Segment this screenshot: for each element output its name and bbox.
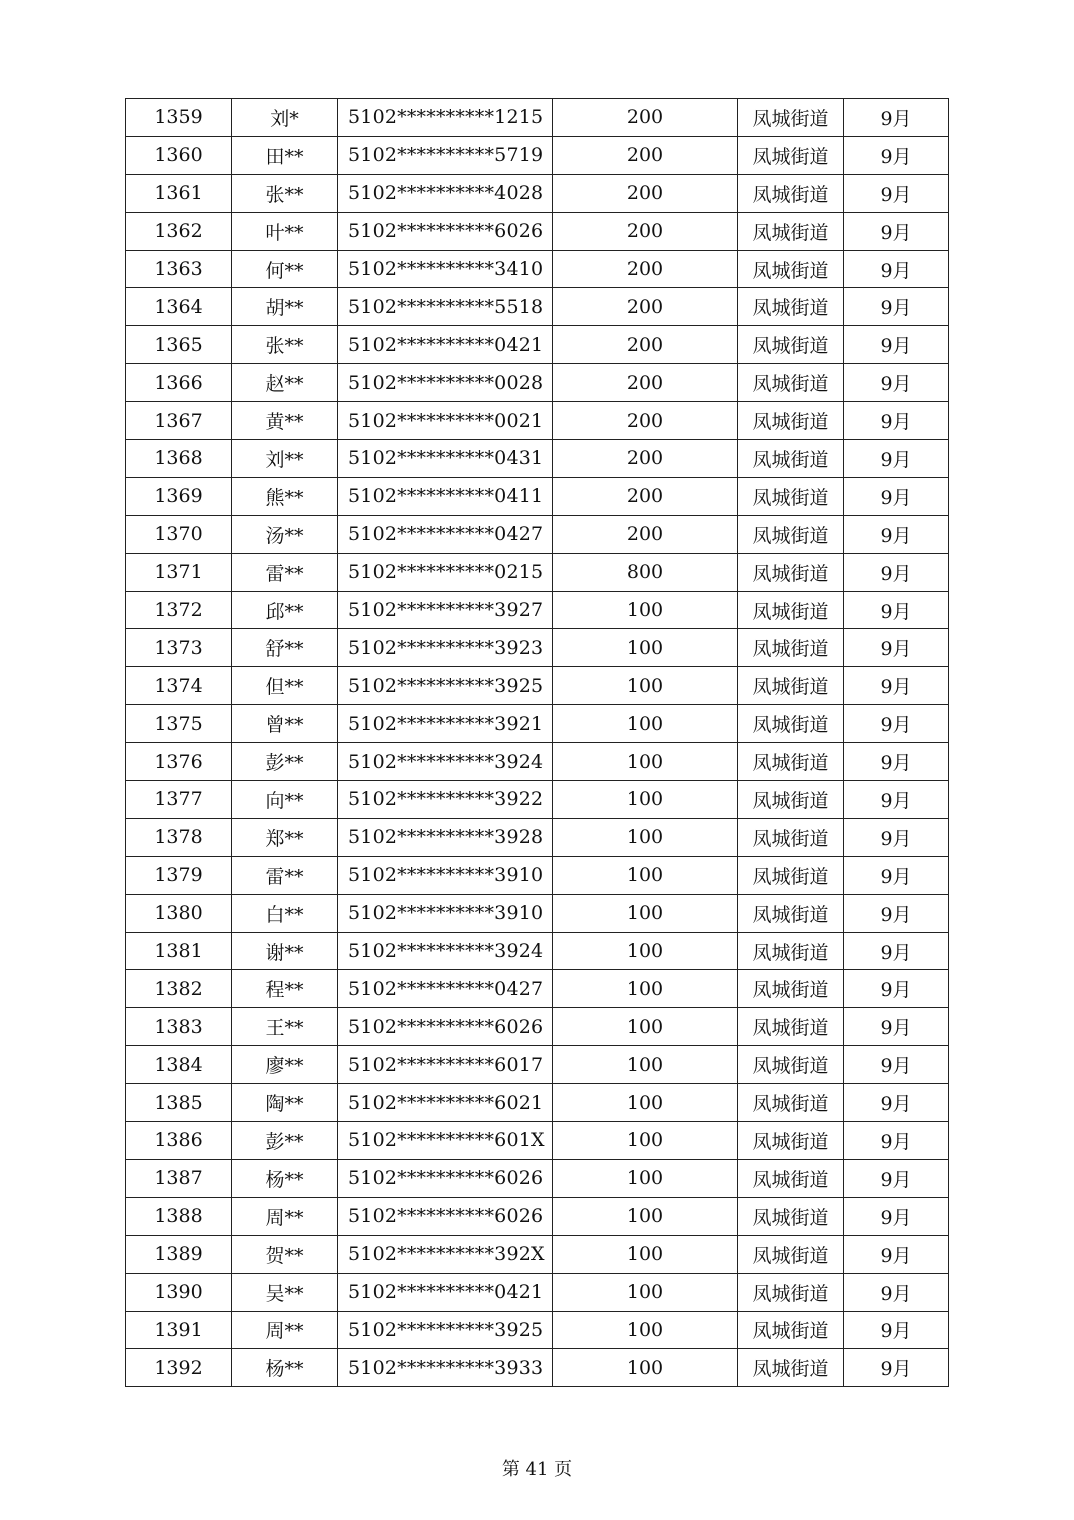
row-number-cell: 1360 xyxy=(126,136,232,174)
month-cell: 9月 xyxy=(844,1008,949,1046)
month-cell: 9月 xyxy=(844,1084,949,1122)
name-cell: 陶** xyxy=(232,1084,338,1122)
row-number-cell: 1370 xyxy=(126,515,232,553)
name-cell: 向** xyxy=(232,781,338,819)
street-cell: 凤城街道 xyxy=(738,212,844,250)
month-cell: 9月 xyxy=(844,1046,949,1084)
row-number-cell: 1380 xyxy=(126,894,232,932)
street-cell: 凤城街道 xyxy=(738,250,844,288)
id-number-cell: 5102**********0215 xyxy=(338,553,553,591)
amount-cell: 800 xyxy=(553,553,738,591)
table-row xyxy=(126,250,949,288)
name-cell: 廖** xyxy=(232,1046,338,1084)
row-number-cell: 1382 xyxy=(126,970,232,1008)
street-cell: 凤城街道 xyxy=(738,932,844,970)
roster-table-body xyxy=(126,99,949,1387)
table-row xyxy=(126,781,949,819)
amount-cell: 100 xyxy=(553,1046,738,1084)
street-cell: 凤城街道 xyxy=(738,288,844,326)
name-cell: 汤** xyxy=(232,515,338,553)
id-number-cell: 5102**********0431 xyxy=(338,440,553,478)
amount-cell: 200 xyxy=(553,250,738,288)
name-cell: 雷** xyxy=(232,553,338,591)
amount-cell: 200 xyxy=(553,99,738,137)
table-row xyxy=(126,1311,949,1349)
amount-cell: 100 xyxy=(553,591,738,629)
amount-cell: 100 xyxy=(553,1311,738,1349)
amount-cell: 100 xyxy=(553,1008,738,1046)
table-row xyxy=(126,1197,949,1235)
month-cell: 9月 xyxy=(844,1159,949,1197)
row-number-cell: 1368 xyxy=(126,440,232,478)
month-cell: 9月 xyxy=(844,1349,949,1387)
month-cell: 9月 xyxy=(844,932,949,970)
street-cell: 凤城街道 xyxy=(738,667,844,705)
table-row xyxy=(126,212,949,250)
amount-cell: 100 xyxy=(553,1273,738,1311)
table-row xyxy=(126,440,949,478)
table-row xyxy=(126,1349,949,1387)
street-cell: 凤城街道 xyxy=(738,591,844,629)
name-cell: 舒** xyxy=(232,629,338,667)
page-number: 第 41 页 xyxy=(501,1459,573,1480)
name-cell: 刘* xyxy=(232,99,338,137)
street-cell: 凤城街道 xyxy=(738,781,844,819)
id-number-cell: 5102**********5719 xyxy=(338,136,553,174)
table-row xyxy=(126,743,949,781)
id-number-cell: 5102**********1215 xyxy=(338,99,553,137)
row-number-cell: 1369 xyxy=(126,477,232,515)
row-number-cell: 1364 xyxy=(126,288,232,326)
month-cell: 9月 xyxy=(844,818,949,856)
month-cell: 9月 xyxy=(844,402,949,440)
month-cell: 9月 xyxy=(844,515,949,553)
id-number-cell: 5102**********0421 xyxy=(338,326,553,364)
table-row xyxy=(126,553,949,591)
id-number-cell: 5102**********3927 xyxy=(338,591,553,629)
month-cell: 9月 xyxy=(844,553,949,591)
name-cell: 周** xyxy=(232,1197,338,1235)
roster-table xyxy=(125,98,949,1387)
id-number-cell: 5102**********5518 xyxy=(338,288,553,326)
name-cell: 周** xyxy=(232,1311,338,1349)
id-number-cell: 5102**********6026 xyxy=(338,1008,553,1046)
table-row xyxy=(126,326,949,364)
street-cell: 凤城街道 xyxy=(738,743,844,781)
table-row xyxy=(126,477,949,515)
table-row xyxy=(126,99,949,137)
amount-cell: 100 xyxy=(553,932,738,970)
id-number-cell: 5102**********0411 xyxy=(338,477,553,515)
amount-cell: 100 xyxy=(553,781,738,819)
month-cell: 9月 xyxy=(844,1273,949,1311)
row-number-cell: 1387 xyxy=(126,1159,232,1197)
id-number-cell: 5102**********3921 xyxy=(338,705,553,743)
id-number-cell: 5102**********3923 xyxy=(338,629,553,667)
row-number-cell: 1372 xyxy=(126,591,232,629)
row-number-cell: 1373 xyxy=(126,629,232,667)
row-number-cell: 1383 xyxy=(126,1008,232,1046)
name-cell: 贺** xyxy=(232,1235,338,1273)
street-cell: 凤城街道 xyxy=(738,174,844,212)
row-number-cell: 1377 xyxy=(126,781,232,819)
table-row xyxy=(126,1046,949,1084)
id-number-cell: 5102**********392X xyxy=(338,1235,553,1273)
name-cell: 白** xyxy=(232,894,338,932)
amount-cell: 100 xyxy=(553,705,738,743)
table-row xyxy=(126,894,949,932)
table-row xyxy=(126,1122,949,1160)
month-cell: 9月 xyxy=(844,781,949,819)
street-cell: 凤城街道 xyxy=(738,1235,844,1273)
row-number-cell: 1366 xyxy=(126,364,232,402)
row-number-cell: 1385 xyxy=(126,1084,232,1122)
amount-cell: 200 xyxy=(553,440,738,478)
amount-cell: 100 xyxy=(553,743,738,781)
name-cell: 熊** xyxy=(232,477,338,515)
street-cell: 凤城街道 xyxy=(738,818,844,856)
street-cell: 凤城街道 xyxy=(738,1046,844,1084)
month-cell: 9月 xyxy=(844,591,949,629)
month-cell: 9月 xyxy=(844,667,949,705)
id-number-cell: 5102**********6017 xyxy=(338,1046,553,1084)
street-cell: 凤城街道 xyxy=(738,1349,844,1387)
id-number-cell: 5102**********601X xyxy=(338,1122,553,1160)
row-number-cell: 1392 xyxy=(126,1349,232,1387)
name-cell: 杨** xyxy=(232,1349,338,1387)
id-number-cell: 5102**********3924 xyxy=(338,743,553,781)
id-number-cell: 5102**********0021 xyxy=(338,402,553,440)
row-number-cell: 1367 xyxy=(126,402,232,440)
id-number-cell: 5102**********3928 xyxy=(338,818,553,856)
name-cell: 邱** xyxy=(232,591,338,629)
id-number-cell: 5102**********0427 xyxy=(338,970,553,1008)
name-cell: 雷** xyxy=(232,856,338,894)
id-number-cell: 5102**********3924 xyxy=(338,932,553,970)
street-cell: 凤城街道 xyxy=(738,1159,844,1197)
street-cell: 凤城街道 xyxy=(738,553,844,591)
name-cell: 田** xyxy=(232,136,338,174)
name-cell: 彭** xyxy=(232,1122,338,1160)
month-cell: 9月 xyxy=(844,1235,949,1273)
table-row xyxy=(126,591,949,629)
row-number-cell: 1374 xyxy=(126,667,232,705)
amount-cell: 100 xyxy=(553,667,738,705)
table-row xyxy=(126,288,949,326)
row-number-cell: 1361 xyxy=(126,174,232,212)
month-cell: 9月 xyxy=(844,364,949,402)
street-cell: 凤城街道 xyxy=(738,515,844,553)
name-cell: 吴** xyxy=(232,1273,338,1311)
name-cell: 曾** xyxy=(232,705,338,743)
amount-cell: 100 xyxy=(553,818,738,856)
month-cell: 9月 xyxy=(844,743,949,781)
id-number-cell: 5102**********0427 xyxy=(338,515,553,553)
id-number-cell: 5102**********3910 xyxy=(338,894,553,932)
id-number-cell: 5102**********4028 xyxy=(338,174,553,212)
table-row xyxy=(126,136,949,174)
street-cell: 凤城街道 xyxy=(738,402,844,440)
name-cell: 黄** xyxy=(232,402,338,440)
amount-cell: 200 xyxy=(553,477,738,515)
amount-cell: 100 xyxy=(553,1349,738,1387)
table-row xyxy=(126,1273,949,1311)
id-number-cell: 5102**********6026 xyxy=(338,212,553,250)
id-number-cell: 5102**********3925 xyxy=(338,667,553,705)
id-number-cell: 5102**********6026 xyxy=(338,1197,553,1235)
amount-cell: 100 xyxy=(553,856,738,894)
street-cell: 凤城街道 xyxy=(738,1273,844,1311)
street-cell: 凤城街道 xyxy=(738,705,844,743)
row-number-cell: 1375 xyxy=(126,705,232,743)
amount-cell: 100 xyxy=(553,1122,738,1160)
month-cell: 9月 xyxy=(844,250,949,288)
month-cell: 9月 xyxy=(844,99,949,137)
month-cell: 9月 xyxy=(844,440,949,478)
id-number-cell: 5102**********3910 xyxy=(338,856,553,894)
amount-cell: 200 xyxy=(553,326,738,364)
table-row xyxy=(126,970,949,1008)
row-number-cell: 1388 xyxy=(126,1197,232,1235)
table-row xyxy=(126,818,949,856)
table-row xyxy=(126,667,949,705)
amount-cell: 100 xyxy=(553,1084,738,1122)
amount-cell: 200 xyxy=(553,515,738,553)
name-cell: 赵** xyxy=(232,364,338,402)
amount-cell: 200 xyxy=(553,174,738,212)
row-number-cell: 1381 xyxy=(126,932,232,970)
row-number-cell: 1371 xyxy=(126,553,232,591)
month-cell: 9月 xyxy=(844,970,949,1008)
name-cell: 刘** xyxy=(232,440,338,478)
row-number-cell: 1363 xyxy=(126,250,232,288)
street-cell: 凤城街道 xyxy=(738,326,844,364)
id-number-cell: 5102**********3925 xyxy=(338,1311,553,1349)
month-cell: 9月 xyxy=(844,326,949,364)
month-cell: 9月 xyxy=(844,1197,949,1235)
street-cell: 凤城街道 xyxy=(738,364,844,402)
row-number-cell: 1384 xyxy=(126,1046,232,1084)
street-cell: 凤城街道 xyxy=(738,99,844,137)
row-number-cell: 1376 xyxy=(126,743,232,781)
street-cell: 凤城街道 xyxy=(738,477,844,515)
row-number-cell: 1378 xyxy=(126,818,232,856)
month-cell: 9月 xyxy=(844,1122,949,1160)
table-row xyxy=(126,1084,949,1122)
month-cell: 9月 xyxy=(844,705,949,743)
month-cell: 9月 xyxy=(844,856,949,894)
street-cell: 凤城街道 xyxy=(738,1084,844,1122)
street-cell: 凤城街道 xyxy=(738,1197,844,1235)
amount-cell: 100 xyxy=(553,894,738,932)
row-number-cell: 1386 xyxy=(126,1122,232,1160)
name-cell: 彭** xyxy=(232,743,338,781)
row-number-cell: 1362 xyxy=(126,212,232,250)
table-row xyxy=(126,364,949,402)
name-cell: 张** xyxy=(232,326,338,364)
amount-cell: 100 xyxy=(553,1197,738,1235)
name-cell: 但** xyxy=(232,667,338,705)
table-row xyxy=(126,856,949,894)
amount-cell: 200 xyxy=(553,212,738,250)
table-row xyxy=(126,174,949,212)
street-cell: 凤城街道 xyxy=(738,629,844,667)
row-number-cell: 1379 xyxy=(126,856,232,894)
amount-cell: 200 xyxy=(553,364,738,402)
table-row xyxy=(126,932,949,970)
month-cell: 9月 xyxy=(844,136,949,174)
month-cell: 9月 xyxy=(844,629,949,667)
table-row xyxy=(126,515,949,553)
table-row xyxy=(126,1235,949,1273)
name-cell: 胡** xyxy=(232,288,338,326)
street-cell: 凤城街道 xyxy=(738,970,844,1008)
street-cell: 凤城街道 xyxy=(738,1311,844,1349)
street-cell: 凤城街道 xyxy=(738,894,844,932)
month-cell: 9月 xyxy=(844,212,949,250)
name-cell: 谢** xyxy=(232,932,338,970)
name-cell: 叶** xyxy=(232,212,338,250)
table-row xyxy=(126,629,949,667)
street-cell: 凤城街道 xyxy=(738,136,844,174)
name-cell: 张** xyxy=(232,174,338,212)
row-number-cell: 1359 xyxy=(126,99,232,137)
id-number-cell: 5102**********6021 xyxy=(338,1084,553,1122)
id-number-cell: 5102**********3410 xyxy=(338,250,553,288)
table-row xyxy=(126,1159,949,1197)
id-number-cell: 5102**********0028 xyxy=(338,364,553,402)
month-cell: 9月 xyxy=(844,894,949,932)
amount-cell: 100 xyxy=(553,1159,738,1197)
amount-cell: 100 xyxy=(553,629,738,667)
amount-cell: 100 xyxy=(553,1235,738,1273)
street-cell: 凤城街道 xyxy=(738,1122,844,1160)
name-cell: 杨** xyxy=(232,1159,338,1197)
name-cell: 王** xyxy=(232,1008,338,1046)
month-cell: 9月 xyxy=(844,1311,949,1349)
table-row xyxy=(126,1008,949,1046)
row-number-cell: 1391 xyxy=(126,1311,232,1349)
amount-cell: 200 xyxy=(553,402,738,440)
id-number-cell: 5102**********3933 xyxy=(338,1349,553,1387)
month-cell: 9月 xyxy=(844,288,949,326)
row-number-cell: 1389 xyxy=(126,1235,232,1273)
name-cell: 郑** xyxy=(232,818,338,856)
name-cell: 程** xyxy=(232,970,338,1008)
name-cell: 何** xyxy=(232,250,338,288)
row-number-cell: 1390 xyxy=(126,1273,232,1311)
table-row xyxy=(126,705,949,743)
id-number-cell: 5102**********0421 xyxy=(338,1273,553,1311)
street-cell: 凤城街道 xyxy=(738,440,844,478)
month-cell: 9月 xyxy=(844,174,949,212)
amount-cell: 100 xyxy=(553,970,738,1008)
table-row xyxy=(126,402,949,440)
id-number-cell: 5102**********3922 xyxy=(338,781,553,819)
row-number-cell: 1365 xyxy=(126,326,232,364)
id-number-cell: 5102**********6026 xyxy=(338,1159,553,1197)
month-cell: 9月 xyxy=(844,477,949,515)
street-cell: 凤城街道 xyxy=(738,856,844,894)
amount-cell: 200 xyxy=(553,288,738,326)
street-cell: 凤城街道 xyxy=(738,1008,844,1046)
amount-cell: 200 xyxy=(553,136,738,174)
